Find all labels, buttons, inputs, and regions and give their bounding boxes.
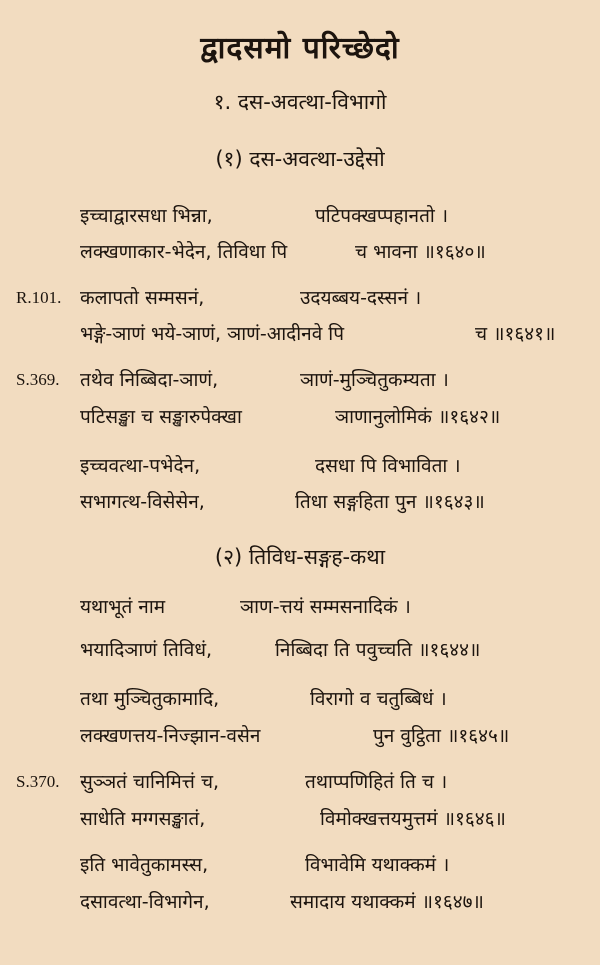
verse-line: [80, 593, 580, 623]
verse-line-left: इति भावेतुकामस्स,: [80, 854, 209, 876]
verse-line-right: तिधा सङ्गहिता पुन ॥१६४३॥: [295, 491, 485, 513]
reference-marker: S.369.: [16, 370, 60, 389]
verse-line-left: तथा मुञ्चितुकामादि,: [80, 688, 220, 710]
verse-line: [80, 202, 580, 232]
section-heading: १. दस-अवत्था-विभागो: [213, 90, 387, 114]
verse-line-left: दसावत्था-विभागेन,: [80, 891, 210, 913]
verse-line-left: भङ्गे-ञाणं भये-ञाणं, ञाणं-आदीनवे पि: [80, 323, 345, 345]
verse-line-right: समादाय यथाक्कमं ॥१६४७॥: [290, 891, 484, 913]
verse-line: [80, 805, 580, 835]
verse-line-right: पुन वुट्ठिता ॥१६४५॥: [373, 725, 510, 747]
verse-line-right: तथाप्पणिहितं ति च ।: [305, 771, 448, 793]
verse-line-right: ञाण-त्तयं सम्मसनादिकं ।: [240, 596, 411, 618]
verse-line-right: ञाणं-मुञ्चितुकम्यता ।: [300, 369, 449, 391]
verse-line-left: तथेव निब्बिदा-ञाणं,: [80, 369, 219, 391]
verse-line: [80, 403, 580, 433]
verse-line-left: पटिसङ्खा च सङ्खारुपेक्खा: [80, 406, 242, 428]
reference-marker: R.101.: [16, 288, 62, 307]
verse-line-left: भयादिञाणं तिविधं,: [80, 639, 213, 661]
verse-line: [80, 851, 580, 881]
verse-line: [80, 888, 580, 918]
verse-line-left: सभागत्थ-विसेसेन,: [80, 491, 205, 513]
verse-line-right: निब्बिदा ति पवुच्चति ॥१६४४॥: [275, 639, 481, 661]
verse-line-left: यथाभूतं नाम: [80, 596, 166, 618]
verse-line: [80, 722, 580, 752]
verse-line-right: पटिपक्खप्पहानतो ।: [315, 205, 449, 227]
verse-line-right: विरागो व चतुब्बिधं ।: [310, 688, 447, 710]
verse-line-right: विभावेमि यथाक्कमं ।: [305, 854, 450, 876]
verse-line-right: विमोक्खत्तयमुत्तमं ॥१६४६॥: [320, 808, 506, 830]
verse-line: [80, 636, 580, 666]
verse-line: [80, 452, 580, 482]
verse-line-left: सुञ्ञतं चानिमित्तं च,: [80, 771, 220, 793]
verse-line: [80, 238, 580, 268]
verse-line-left: साधेति मग्गसङ्खातं,: [80, 808, 206, 830]
chapter-title: द्वादसमो परिच्छेदो: [200, 31, 400, 66]
verse-line-right: ञाणानुलोमिकं ॥१६४२॥: [335, 406, 501, 428]
verse-line-left: लक्खणाकार-भेदेन, तिविधा पि: [80, 241, 288, 263]
verse-line-right: दसधा पि विभाविता ।: [315, 455, 461, 477]
verse-line: [80, 768, 580, 798]
verse-line: [80, 284, 580, 314]
verse-line: [80, 320, 580, 350]
subsection-heading-1: (१) दस-अवत्था-उद्देसो: [215, 147, 385, 171]
verse-line: [80, 685, 580, 715]
reference-marker: S.370.: [16, 772, 60, 791]
verse-line-left: इच्चवत्था-पभेदेन,: [80, 455, 201, 477]
verse-line-left: कलापतो सम्मसनं,: [80, 287, 205, 309]
verse-line-right: उदयब्बय-दस्सनं ।: [300, 287, 422, 309]
verse-line: [80, 366, 580, 396]
verse-line-left: इच्चाद्वारसधा भिन्ना,: [80, 205, 213, 227]
verse-line: [80, 488, 580, 518]
verse-line-right: च ॥१६४१॥: [475, 323, 556, 345]
verse-line-left: लक्खणत्तय-निज्झान-वसेन: [80, 725, 261, 747]
subsection-heading-2: (२) तिविध-सङ्गह-कथा: [214, 545, 386, 569]
verse-line-right: च भावना ॥१६४०॥: [355, 241, 486, 263]
